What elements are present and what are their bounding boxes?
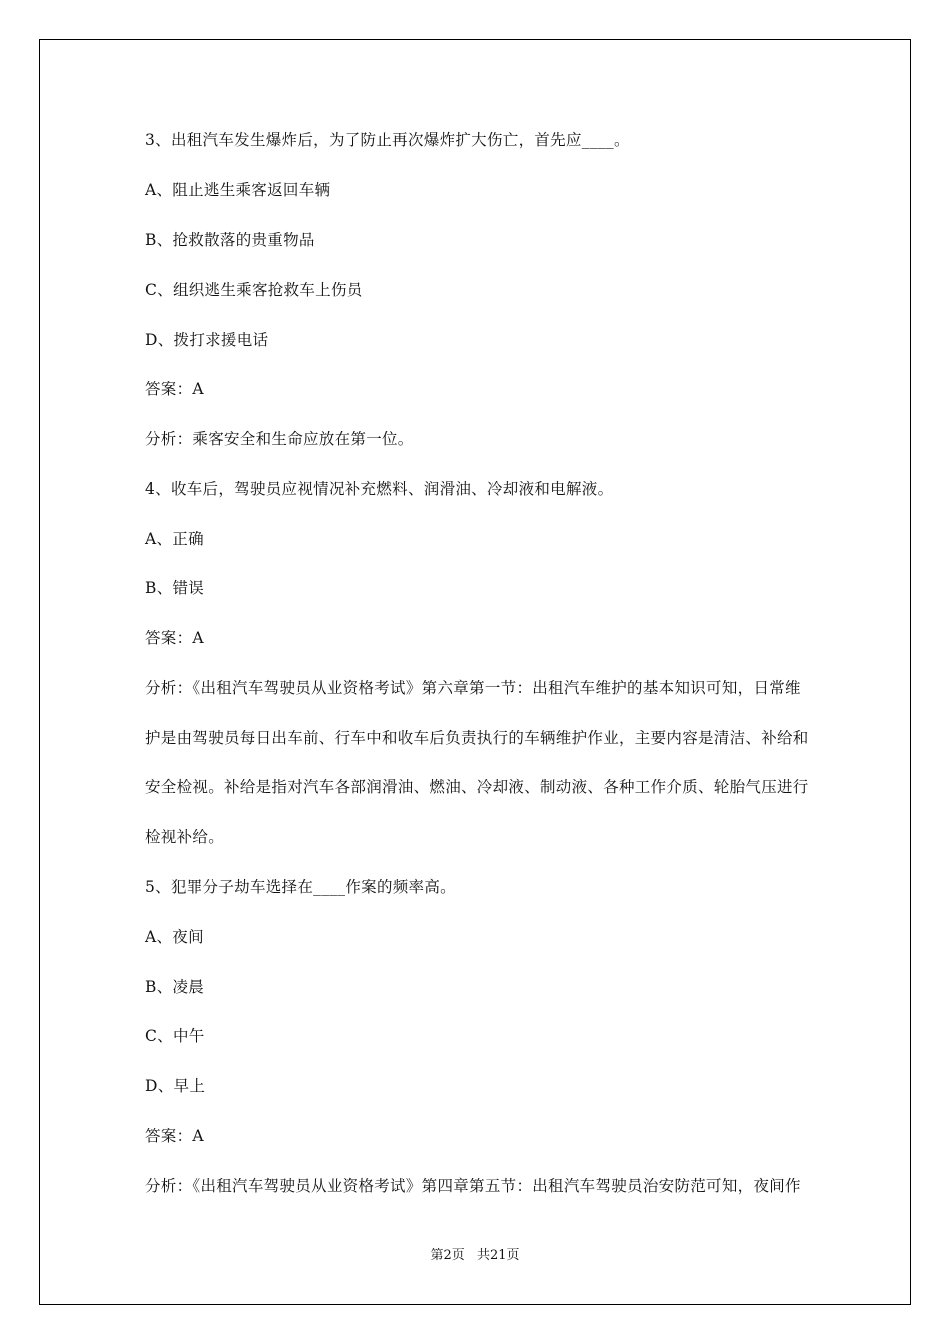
- question-3-option-c: C、组织逃生乘客抢救车上伤员: [145, 281, 363, 299]
- question-5-stem: 5、犯罪分子劫车选择在____作案的频率高。: [145, 878, 456, 896]
- question-3-option-b: B、抢救散落的贵重物品: [145, 231, 315, 249]
- question-4-answer: 答案：A: [145, 629, 204, 647]
- question-5-option-a: A、夜间: [145, 928, 204, 946]
- question-5-analysis-line-1: 分析：《出租汽车驾驶员从业资格考试》第四章第五节：出租汽车驾驶员治安防范可知，夜间作: [145, 1177, 801, 1195]
- question-4-stem: 4、收车后，驾驶员应视情况补充燃料、润滑油、冷却液和电解液。: [145, 480, 614, 498]
- question-4-analysis-line-1: 分析：《出租汽车驾驶员从业资格考试》第六章第一节：出租汽车维护的基本知识可知，日常维: [145, 679, 801, 697]
- page-number-current: 第2页: [430, 1248, 465, 1263]
- question-4-option-a: A、正确: [145, 530, 204, 548]
- question-4-analysis-line-4: 检视补给。: [145, 828, 225, 846]
- page-border: [39, 39, 911, 1305]
- page-number-total: 共21页: [476, 1248, 520, 1263]
- question-5-option-b: B、凌晨: [145, 978, 205, 996]
- question-3-option-a: A、阻止逃生乘客返回车辆: [145, 181, 331, 199]
- question-3-stem: 3、出租汽车发生爆炸后，为了防止再次爆炸扩大伤亡，首先应____。: [145, 131, 630, 149]
- question-4-option-b: B、错误: [145, 579, 205, 597]
- question-3-option-d: D、拨打求援电话: [145, 331, 269, 349]
- question-3-analysis: 分析：乘客安全和生命应放在第一位。: [145, 430, 414, 448]
- page-footer: [0, 1248, 950, 1264]
- question-4-analysis-line-3: 安全检视。补给是指对汽车各部润滑油、燃油、冷却液、制动液、各种工作介质、轮胎气压进行: [145, 778, 809, 796]
- question-4-analysis-line-2: 护是由驾驶员每日出车前、行车中和收车后负责执行的车辆维护作业，主要内容是清洁、补给和: [145, 729, 809, 747]
- question-3-answer: 答案：A: [145, 380, 204, 398]
- question-5-answer: 答案：A: [145, 1127, 204, 1145]
- question-5-option-c: C、中午: [145, 1027, 205, 1045]
- question-5-option-d: D、早上: [145, 1077, 206, 1095]
